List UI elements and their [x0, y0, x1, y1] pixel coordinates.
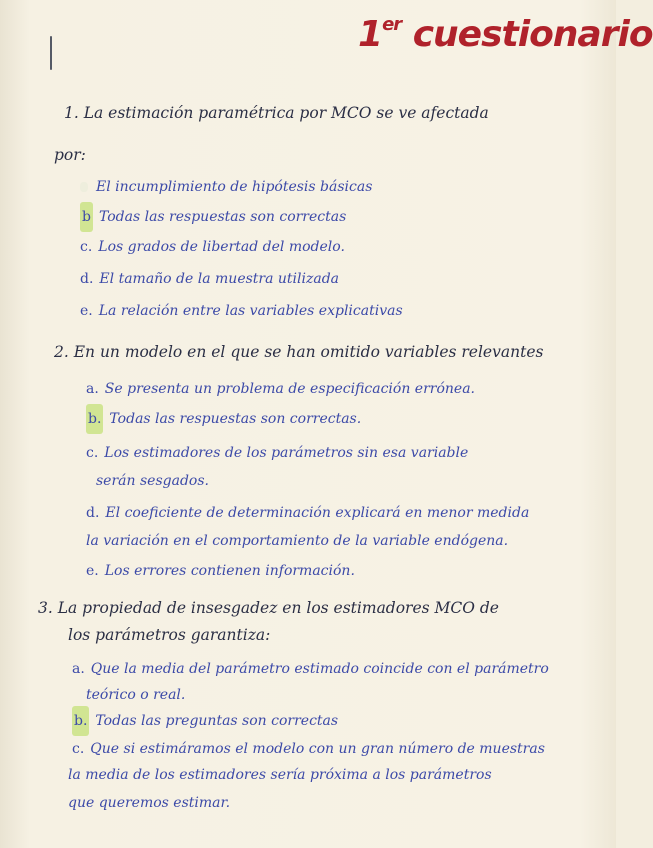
option-text: La relación entre las variables explicativas	[98, 303, 403, 319]
option-text: Que si estimáramos el modelo con un gran número de muestras	[90, 741, 545, 757]
option-text: Se presenta un problema de especificación errónea.	[104, 381, 476, 397]
title-suffix: er	[382, 14, 402, 35]
question-text: 1. La estimación paramétrica por MCO se ve afectada	[64, 104, 489, 122]
option-text: serán sesgados.	[96, 473, 209, 489]
option-letter: a.	[86, 381, 99, 397]
option	[80, 172, 372, 202]
question-text: por:	[54, 146, 86, 164]
question-1	[64, 98, 489, 129]
option-text: Todas las respuestas son correctas.	[109, 411, 362, 427]
question-3-continued	[68, 620, 270, 651]
option	[86, 498, 529, 528]
title-number: 1	[358, 14, 383, 55]
option-continued	[68, 788, 230, 818]
question-2	[54, 337, 543, 368]
option-letter: d.	[86, 505, 100, 521]
option-text: la variación en el comportamiento de la variable endógena.	[86, 533, 509, 549]
option-text: Todas las respuestas son correctas	[98, 209, 347, 225]
option-continued	[96, 466, 209, 496]
option	[80, 296, 403, 326]
option-letter: e.	[80, 303, 93, 319]
option	[80, 202, 346, 232]
option-text: la media de los estimadores sería próxima a los parámetros	[68, 767, 492, 783]
option-letter: c.	[80, 239, 93, 255]
option-text: Los grados de libertad del modelo.	[98, 239, 345, 255]
option-continued	[68, 760, 492, 790]
margin-mark	[50, 36, 52, 70]
option-text: Los estimadores de los parámetros sin esa variable	[104, 445, 469, 461]
option-letter: b.	[86, 404, 103, 434]
option-letter: b.	[72, 706, 89, 736]
option-letter: c.	[86, 445, 99, 461]
option-letter: d.	[80, 271, 94, 287]
option-letter: a.	[72, 661, 85, 677]
option-text: El tamaño de la muestra utilizada	[99, 271, 340, 287]
option	[72, 706, 338, 736]
title-text: cuestionario	[412, 14, 653, 55]
option	[86, 404, 361, 434]
option-letter: b	[80, 202, 93, 232]
highlight-mark	[80, 182, 88, 192]
option-text: Los errores contienen información.	[104, 563, 355, 579]
option-text: Que la media del parámetro estimado coincide con el parámetro	[90, 661, 549, 677]
option-text: Todas las preguntas son correctas	[95, 713, 339, 729]
option	[86, 374, 475, 404]
option	[80, 264, 339, 294]
option-text: El incumplimiento de hipótesis básicas	[96, 179, 373, 195]
question-text: 2. En un modelo en el que se han omitido variables relevantes	[54, 343, 544, 361]
option-text: teórico o real.	[86, 687, 186, 703]
option-letter: c.	[72, 741, 85, 757]
option	[86, 438, 468, 468]
question-text: 3. La propiedad de insesgadez en los estimadores MCO de	[38, 599, 499, 617]
option-text: que queremos estimar.	[68, 795, 231, 811]
option	[86, 556, 355, 586]
page-title	[358, 14, 653, 55]
option-letter: e.	[86, 563, 99, 579]
option-text: El coeficiente de determinación explicará en menor medida	[105, 505, 530, 521]
question-text: los parámetros garantiza:	[68, 626, 271, 644]
option-continued	[86, 526, 508, 556]
question-1-continued	[54, 140, 86, 171]
option	[80, 232, 345, 262]
